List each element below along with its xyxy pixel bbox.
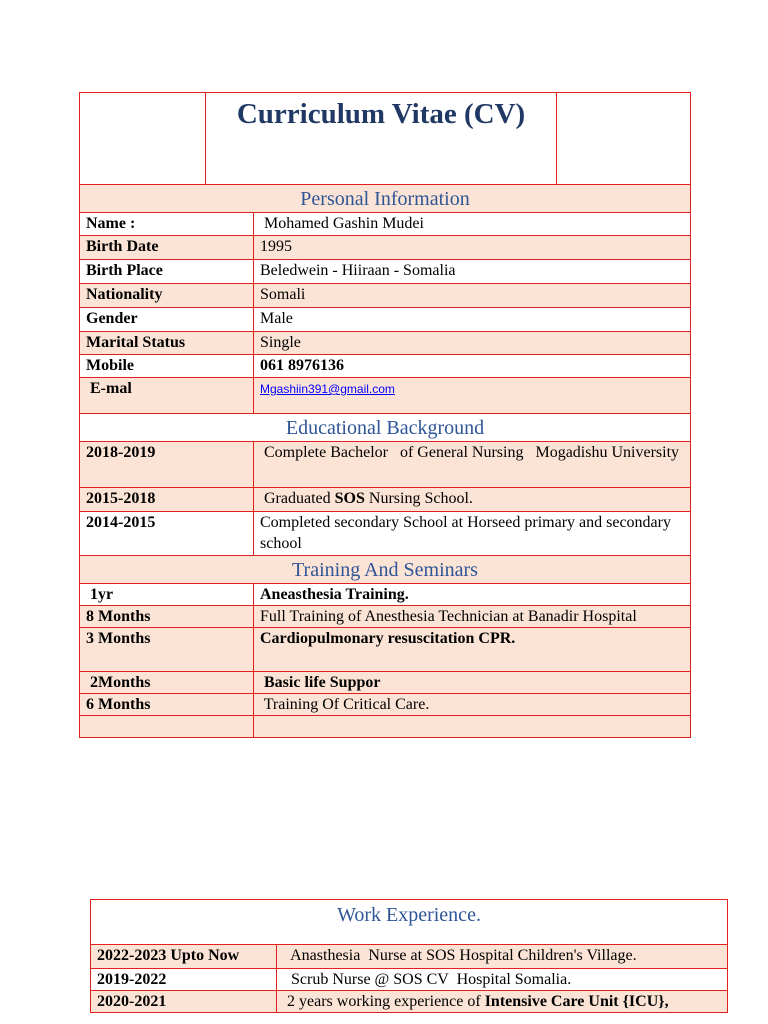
work-text: Scrub Nurse @ SOS CV Hospital Somalia. (277, 969, 728, 991)
work-text (277, 991, 728, 1013)
name-value: Mohamed Gashin Mudei (254, 213, 691, 236)
marital-status-value: Single (254, 332, 691, 355)
personal-info-heading: Personal Information (80, 185, 691, 213)
nationality-value: Somali (254, 284, 691, 308)
training-text: Basic life Suppor (254, 672, 691, 694)
education-text (254, 488, 691, 512)
empty-cell (254, 716, 691, 738)
work-period: 2019-2022 (91, 969, 277, 991)
work-period: 2022-2023 Upto Now (91, 945, 277, 969)
birth-place-label: Birth Place (80, 260, 254, 284)
mobile-label: Mobile (80, 355, 254, 378)
gender-value: Male (254, 308, 691, 332)
education-heading: Educational Background (80, 414, 691, 442)
birth-date-value: 1995 (254, 236, 691, 260)
nationality-label: Nationality (80, 284, 254, 308)
training-text: Training Of Critical Care. (254, 694, 691, 716)
training-text: Cardiopulmonary resuscitation CPR. (254, 628, 691, 672)
work-experience-heading: Work Experience. (91, 900, 728, 945)
education-text: Complete Bachelor of General Nursing Mogadishu University (254, 442, 691, 488)
education-period: 2014-2015 (80, 512, 254, 556)
name-label: Name : (80, 213, 254, 236)
education-period: 2018-2019 (80, 442, 254, 488)
education-text: Completed secondary School at Horseed primary and secondary school (254, 512, 691, 556)
gender-label: Gender (80, 308, 254, 332)
cv-main-table (79, 184, 691, 738)
work-period: 2020-2021 (91, 991, 277, 1013)
photo-placeholder-cell (557, 93, 691, 185)
marital-status-label: Marital Status (80, 332, 254, 355)
training-text: Full Training of Anesthesia Technician at Banadir Hospital (254, 606, 691, 628)
email-label: E-mal (80, 378, 254, 414)
work-experience-table (90, 899, 728, 1013)
header-left-cell (80, 93, 206, 185)
training-text: Aneasthesia Training. (254, 584, 691, 606)
training-duration: 2Months (80, 672, 254, 694)
email-value-cell (254, 378, 691, 414)
training-duration: 8 Months (80, 606, 254, 628)
training-duration: 3 Months (80, 628, 254, 672)
page-title: Curriculum Vitae (CV) (206, 93, 557, 185)
work-text-pre: 2 years working experience of (283, 993, 485, 1010)
work-text-bold: Intensive Care Unit {ICU}, (484, 993, 669, 1010)
empty-cell (80, 716, 254, 738)
education-text-post: Nursing School. (364, 490, 473, 507)
birth-date-label: Birth Date (80, 236, 254, 260)
education-text-bold: SOS (334, 490, 365, 507)
training-heading: Training And Seminars (80, 556, 691, 584)
mobile-value: 061 8976136 (254, 355, 691, 378)
email-link[interactable]: Mgashiin391@gmail.com (260, 382, 395, 396)
training-duration: 6 Months (80, 694, 254, 716)
training-duration: 1yr (80, 584, 254, 606)
cv-header-table (79, 92, 691, 185)
work-text: Anasthesia Nurse at SOS Hospital Children's Village. (277, 945, 728, 969)
education-period: 2015-2018 (80, 488, 254, 512)
education-text-pre: Graduated (260, 490, 335, 507)
birth-place-value: Beledwein - Hiiraan - Somalia (254, 260, 691, 284)
